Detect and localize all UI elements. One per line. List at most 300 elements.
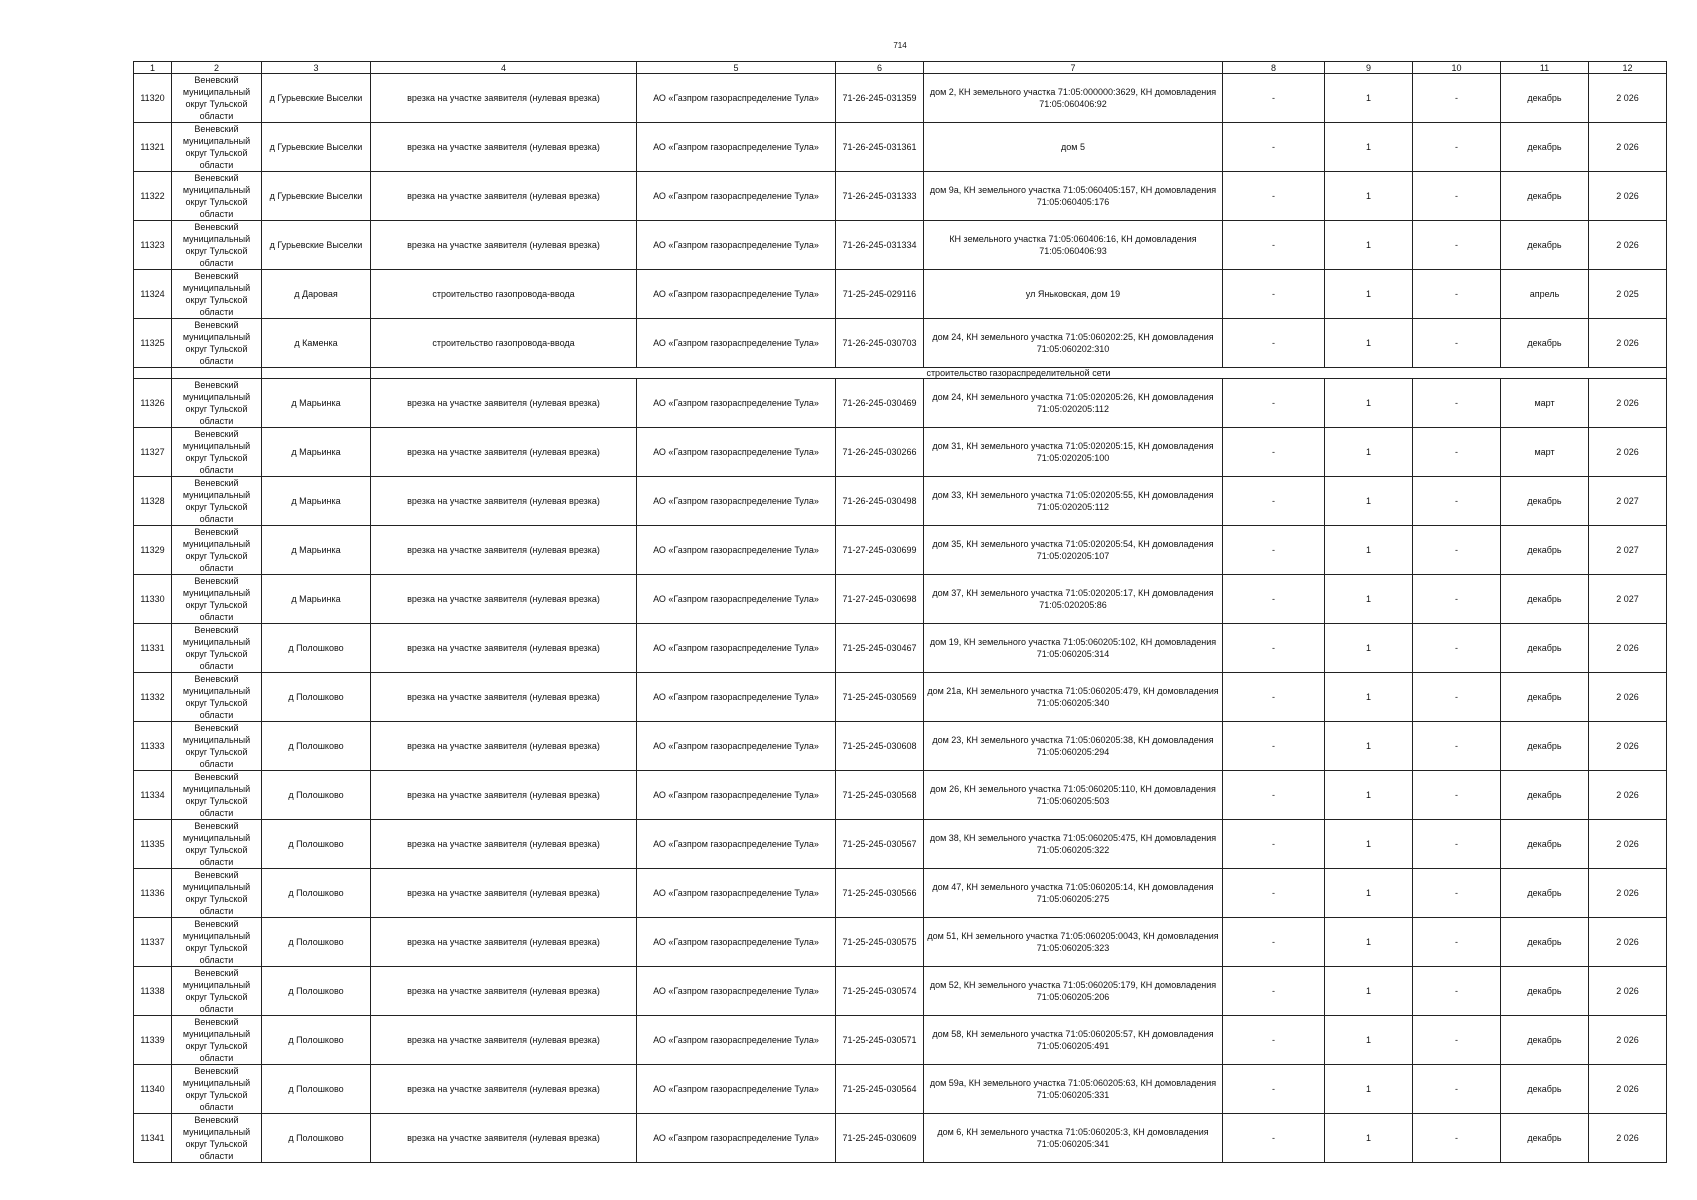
district-cell: Веневский муниципальный округ Тульской области — [172, 771, 262, 820]
address-cell: дом 47, КН земельного участка 71:05:060205:14, КН домовладения 71:05:060205:275 — [924, 869, 1223, 918]
address-cell: дом 24, КН земельного участка 71:05:060202:25, КН домовладения 71:05:060202:310 — [924, 319, 1223, 368]
locality-cell: д Полошково — [262, 722, 371, 771]
column-header-9: 9 — [1325, 62, 1413, 74]
section-empty-cell — [172, 368, 262, 379]
table-row — [134, 1114, 1667, 1163]
header-row — [134, 62, 1667, 74]
code-cell: 71-25-245-030608 — [836, 722, 924, 771]
district-cell: Веневский муниципальный округ Тульской области — [172, 526, 262, 575]
district-cell: Веневский муниципальный округ Тульской области — [172, 319, 262, 368]
organization-cell: АО «Газпром газораспределение Тула» — [637, 221, 836, 270]
column-9-cell: 1 — [1325, 477, 1413, 526]
month-cell: декабрь — [1501, 771, 1589, 820]
month-cell: декабрь — [1501, 1065, 1589, 1114]
column-10-cell: - — [1413, 477, 1501, 526]
organization-cell: АО «Газпром газораспределение Тула» — [637, 869, 836, 918]
column-10-cell: - — [1413, 1065, 1501, 1114]
column-9-cell: 1 — [1325, 123, 1413, 172]
year-cell: 2 026 — [1589, 869, 1667, 918]
column-8-cell: - — [1223, 624, 1325, 673]
district-cell: Веневский муниципальный округ Тульской области — [172, 1016, 262, 1065]
district-cell: Веневский муниципальный округ Тульской области — [172, 722, 262, 771]
row-number-cell: 11323 — [134, 221, 172, 270]
locality-cell: д Марьинка — [262, 575, 371, 624]
organization-cell: АО «Газпром газораспределение Тула» — [637, 319, 836, 368]
year-cell: 2 026 — [1589, 673, 1667, 722]
row-number-cell: 11327 — [134, 428, 172, 477]
column-9-cell: 1 — [1325, 624, 1413, 673]
table-row — [134, 1065, 1667, 1114]
month-cell: март — [1501, 379, 1589, 428]
column-9-cell: 1 — [1325, 1016, 1413, 1065]
column-8-cell: - — [1223, 967, 1325, 1016]
table-row — [134, 722, 1667, 771]
row-number-cell: 11326 — [134, 379, 172, 428]
month-cell: декабрь — [1501, 624, 1589, 673]
address-cell: дом 24, КН земельного участка 71:05:020205:26, КН домовладения 71:05:020205:112 — [924, 379, 1223, 428]
column-10-cell: - — [1413, 74, 1501, 123]
column-header-5: 5 — [637, 62, 836, 74]
column-header-2: 2 — [172, 62, 262, 74]
year-cell: 2 027 — [1589, 575, 1667, 624]
column-10-cell: - — [1413, 319, 1501, 368]
row-number-cell: 11335 — [134, 820, 172, 869]
locality-cell: д Полошково — [262, 967, 371, 1016]
column-8-cell: - — [1223, 319, 1325, 368]
table-body-top — [134, 74, 1667, 368]
table-row — [134, 477, 1667, 526]
work-type-cell: врезка на участке заявителя (нулевая врезка) — [371, 477, 637, 526]
column-10-cell: - — [1413, 918, 1501, 967]
code-cell: 71-26-245-031333 — [836, 172, 924, 221]
work-type-cell: врезка на участке заявителя (нулевая врезка) — [371, 1016, 637, 1065]
year-cell: 2 026 — [1589, 221, 1667, 270]
column-header-6: 6 — [836, 62, 924, 74]
address-cell: дом 51, КН земельного участка 71:05:060205:0043, КН домовладения 71:05:060205:323 — [924, 918, 1223, 967]
row-number-cell: 11321 — [134, 123, 172, 172]
column-9-cell: 1 — [1325, 1114, 1413, 1163]
district-cell: Веневский муниципальный округ Тульской области — [172, 1114, 262, 1163]
table-row — [134, 673, 1667, 722]
year-cell: 2 026 — [1589, 918, 1667, 967]
column-10-cell: - — [1413, 123, 1501, 172]
column-8-cell: - — [1223, 771, 1325, 820]
code-cell: 71-25-245-030575 — [836, 918, 924, 967]
year-cell: 2 026 — [1589, 1114, 1667, 1163]
column-10-cell: - — [1413, 869, 1501, 918]
work-type-cell: врезка на участке заявителя (нулевая врезка) — [371, 379, 637, 428]
table-row — [134, 869, 1667, 918]
table-row — [134, 771, 1667, 820]
work-type-cell: строительство газопровода-ввода — [371, 319, 637, 368]
locality-cell: д Полошково — [262, 1016, 371, 1065]
work-type-cell: врезка на участке заявителя (нулевая врезка) — [371, 771, 637, 820]
locality-cell: д Полошково — [262, 1114, 371, 1163]
locality-cell: д Полошково — [262, 771, 371, 820]
row-number-cell: 11332 — [134, 673, 172, 722]
district-cell: Веневский муниципальный округ Тульской области — [172, 379, 262, 428]
organization-cell: АО «Газпром газораспределение Тула» — [637, 1065, 836, 1114]
locality-cell: д Полошково — [262, 673, 371, 722]
locality-cell: д Полошково — [262, 869, 371, 918]
month-cell: декабрь — [1501, 673, 1589, 722]
row-number-cell: 11324 — [134, 270, 172, 319]
organization-cell: АО «Газпром газораспределение Тула» — [637, 673, 836, 722]
column-10-cell: - — [1413, 270, 1501, 319]
address-cell: дом 58, КН земельного участка 71:05:060205:57, КН домовладения 71:05:060205:491 — [924, 1016, 1223, 1065]
data-table — [133, 61, 1667, 1163]
column-8-cell: - — [1223, 74, 1325, 123]
address-cell: дом 26, КН земельного участка 71:05:060205:110, КН домовладения 71:05:060205:503 — [924, 771, 1223, 820]
column-8-cell: - — [1223, 869, 1325, 918]
column-9-cell: 1 — [1325, 918, 1413, 967]
column-9-cell: 1 — [1325, 319, 1413, 368]
row-number-cell: 11336 — [134, 869, 172, 918]
row-number-cell: 11334 — [134, 771, 172, 820]
table-row — [134, 172, 1667, 221]
code-cell: 71-25-245-030569 — [836, 673, 924, 722]
year-cell: 2 025 — [1589, 270, 1667, 319]
work-type-cell: врезка на участке заявителя (нулевая врезка) — [371, 74, 637, 123]
district-cell: Веневский муниципальный округ Тульской области — [172, 74, 262, 123]
district-cell: Веневский муниципальный округ Тульской области — [172, 869, 262, 918]
column-8-cell: - — [1223, 820, 1325, 869]
address-cell: дом 38, КН земельного участка 71:05:060205:475, КН домовладения 71:05:060205:322 — [924, 820, 1223, 869]
organization-cell: АО «Газпром газораспределение Тула» — [637, 967, 836, 1016]
district-cell: Веневский муниципальный округ Тульской области — [172, 172, 262, 221]
column-8-cell: - — [1223, 1065, 1325, 1114]
year-cell: 2 026 — [1589, 428, 1667, 477]
address-cell: дом 19, КН земельного участка 71:05:060205:102, КН домовладения 71:05:060205:314 — [924, 624, 1223, 673]
work-type-cell: врезка на участке заявителя (нулевая врезка) — [371, 575, 637, 624]
address-cell: КН земельного участка 71:05:060406:16, КН домовладения 71:05:060406:93 — [924, 221, 1223, 270]
address-cell: дом 5 — [924, 123, 1223, 172]
column-header-8: 8 — [1223, 62, 1325, 74]
month-cell: декабрь — [1501, 820, 1589, 869]
column-9-cell: 1 — [1325, 869, 1413, 918]
work-type-cell: врезка на участке заявителя (нулевая врезка) — [371, 624, 637, 673]
column-10-cell: - — [1413, 428, 1501, 477]
month-cell: декабрь — [1501, 221, 1589, 270]
code-cell: 71-25-245-030567 — [836, 820, 924, 869]
code-cell: 71-25-245-030574 — [836, 967, 924, 1016]
month-cell: декабрь — [1501, 526, 1589, 575]
section-empty-cell — [134, 368, 172, 379]
month-cell: декабрь — [1501, 1114, 1589, 1163]
work-type-cell: врезка на участке заявителя (нулевая врезка) — [371, 967, 637, 1016]
work-type-cell: врезка на участке заявителя (нулевая врезка) — [371, 1065, 637, 1114]
month-cell: декабрь — [1501, 123, 1589, 172]
table-row — [134, 820, 1667, 869]
work-type-cell: врезка на участке заявителя (нулевая врезка) — [371, 123, 637, 172]
organization-cell: АО «Газпром газораспределение Тула» — [637, 172, 836, 221]
code-cell: 71-26-245-031334 — [836, 221, 924, 270]
work-type-cell: врезка на участке заявителя (нулевая врезка) — [371, 673, 637, 722]
locality-cell: д Гурьевские Выселки — [262, 123, 371, 172]
district-cell: Веневский муниципальный округ Тульской области — [172, 673, 262, 722]
month-cell: декабрь — [1501, 722, 1589, 771]
column-header-10: 10 — [1413, 62, 1501, 74]
column-9-cell: 1 — [1325, 221, 1413, 270]
column-8-cell: - — [1223, 123, 1325, 172]
column-9-cell: 1 — [1325, 673, 1413, 722]
column-9-cell: 1 — [1325, 379, 1413, 428]
locality-cell: д Гурьевские Выселки — [262, 221, 371, 270]
work-type-cell: врезка на участке заявителя (нулевая врезка) — [371, 526, 637, 575]
row-number-cell: 11340 — [134, 1065, 172, 1114]
column-9-cell: 1 — [1325, 172, 1413, 221]
column-8-cell: - — [1223, 379, 1325, 428]
work-type-cell: врезка на участке заявителя (нулевая врезка) — [371, 428, 637, 477]
year-cell: 2 026 — [1589, 624, 1667, 673]
address-cell: дом 21а, КН земельного участка 71:05:060205:479, КН домовладения 71:05:060205:340 — [924, 673, 1223, 722]
month-cell: декабрь — [1501, 918, 1589, 967]
organization-cell: АО «Газпром газораспределение Тула» — [637, 74, 836, 123]
row-number-cell: 11330 — [134, 575, 172, 624]
year-cell: 2 026 — [1589, 379, 1667, 428]
organization-cell: АО «Газпром газораспределение Тула» — [637, 526, 836, 575]
code-cell: 71-25-245-030568 — [836, 771, 924, 820]
table-row — [134, 379, 1667, 428]
year-cell: 2 026 — [1589, 771, 1667, 820]
row-number-cell: 11320 — [134, 74, 172, 123]
table-row — [134, 123, 1667, 172]
code-cell: 71-27-245-030698 — [836, 575, 924, 624]
code-cell: 71-25-245-030564 — [836, 1065, 924, 1114]
work-type-cell: врезка на участке заявителя (нулевая врезка) — [371, 1114, 637, 1163]
locality-cell: д Гурьевские Выселки — [262, 74, 371, 123]
column-8-cell: - — [1223, 221, 1325, 270]
work-type-cell: врезка на участке заявителя (нулевая врезка) — [371, 869, 637, 918]
column-8-cell: - — [1223, 526, 1325, 575]
code-cell: 71-26-245-031359 — [836, 74, 924, 123]
column-header-12: 12 — [1589, 62, 1667, 74]
organization-cell: АО «Газпром газораспределение Тула» — [637, 123, 836, 172]
organization-cell: АО «Газпром газораспределение Тула» — [637, 1114, 836, 1163]
column-9-cell: 1 — [1325, 428, 1413, 477]
code-cell: 71-26-245-030266 — [836, 428, 924, 477]
table-row — [134, 270, 1667, 319]
locality-cell: д Марьинка — [262, 428, 371, 477]
district-cell: Веневский муниципальный округ Тульской области — [172, 221, 262, 270]
district-cell: Веневский муниципальный округ Тульской области — [172, 967, 262, 1016]
year-cell: 2 026 — [1589, 1065, 1667, 1114]
address-cell: дом 37, КН земельного участка 71:05:020205:17, КН домовладения 71:05:020205:86 — [924, 575, 1223, 624]
district-cell: Веневский муниципальный округ Тульской области — [172, 477, 262, 526]
column-header-11: 11 — [1501, 62, 1589, 74]
column-header-7: 7 — [924, 62, 1223, 74]
work-type-cell: врезка на участке заявителя (нулевая врезка) — [371, 172, 637, 221]
address-cell: ул Яньковская, дом 19 — [924, 270, 1223, 319]
district-cell: Веневский муниципальный округ Тульской области — [172, 123, 262, 172]
district-cell: Веневский муниципальный округ Тульской области — [172, 270, 262, 319]
month-cell: декабрь — [1501, 575, 1589, 624]
year-cell: 2 026 — [1589, 722, 1667, 771]
row-number-cell: 11322 — [134, 172, 172, 221]
code-cell: 71-26-245-030498 — [836, 477, 924, 526]
work-type-cell: строительство газопровода-ввода — [371, 270, 637, 319]
table-body-bottom — [134, 379, 1667, 1163]
address-cell: дом 31, КН земельного участка 71:05:020205:15, КН домовладения 71:05:020205:100 — [924, 428, 1223, 477]
column-9-cell: 1 — [1325, 575, 1413, 624]
column-10-cell: - — [1413, 172, 1501, 221]
organization-cell: АО «Газпром газораспределение Тула» — [637, 722, 836, 771]
table-row — [134, 428, 1667, 477]
table-row — [134, 575, 1667, 624]
column-8-cell: - — [1223, 575, 1325, 624]
column-8-cell: - — [1223, 722, 1325, 771]
work-type-cell: врезка на участке заявителя (нулевая врезка) — [371, 820, 637, 869]
column-9-cell: 1 — [1325, 771, 1413, 820]
address-cell: дом 59а, КН земельного участка 71:05:060205:63, КН домовладения 71:05:060205:331 — [924, 1065, 1223, 1114]
month-cell: март — [1501, 428, 1589, 477]
column-8-cell: - — [1223, 1016, 1325, 1065]
table-row — [134, 319, 1667, 368]
district-cell: Веневский муниципальный округ Тульской области — [172, 820, 262, 869]
row-number-cell: 11329 — [134, 526, 172, 575]
address-cell: дом 33, КН земельного участка 71:05:020205:55, КН домовладения 71:05:020205:112 — [924, 477, 1223, 526]
column-9-cell: 1 — [1325, 74, 1413, 123]
district-cell: Веневский муниципальный округ Тульской области — [172, 575, 262, 624]
month-cell: декабрь — [1501, 967, 1589, 1016]
code-cell: 71-25-245-030609 — [836, 1114, 924, 1163]
month-cell: декабрь — [1501, 74, 1589, 123]
column-9-cell: 1 — [1325, 722, 1413, 771]
locality-cell: д Полошково — [262, 918, 371, 967]
locality-cell: д Марьинка — [262, 379, 371, 428]
year-cell: 2 026 — [1589, 172, 1667, 221]
address-cell: дом 52, КН земельного участка 71:05:060205:179, КН домовладения 71:05:060205:206 — [924, 967, 1223, 1016]
code-cell: 71-25-245-030566 — [836, 869, 924, 918]
row-number-cell: 11325 — [134, 319, 172, 368]
column-8-cell: - — [1223, 673, 1325, 722]
column-header-3: 3 — [262, 62, 371, 74]
district-cell: Веневский муниципальный округ Тульской области — [172, 624, 262, 673]
column-10-cell: - — [1413, 575, 1501, 624]
column-8-cell: - — [1223, 270, 1325, 319]
column-10-cell: - — [1413, 526, 1501, 575]
work-type-cell: врезка на участке заявителя (нулевая врезка) — [371, 918, 637, 967]
organization-cell: АО «Газпром газораспределение Тула» — [637, 477, 836, 526]
column-header-4: 4 — [371, 62, 637, 74]
month-cell: декабрь — [1501, 172, 1589, 221]
column-10-cell: - — [1413, 820, 1501, 869]
section-empty-cell — [262, 368, 371, 379]
row-number-cell: 11331 — [134, 624, 172, 673]
column-8-cell: - — [1223, 428, 1325, 477]
organization-cell: АО «Газпром газораспределение Тула» — [637, 771, 836, 820]
district-cell: Веневский муниципальный округ Тульской области — [172, 1065, 262, 1114]
column-10-cell: - — [1413, 1016, 1501, 1065]
address-cell: дом 2, КН земельного участка 71:05:000000:3629, КН домовладения 71:05:060406:92 — [924, 74, 1223, 123]
column-9-cell: 1 — [1325, 526, 1413, 575]
work-type-cell: врезка на участке заявителя (нулевая врезка) — [371, 722, 637, 771]
month-cell: декабрь — [1501, 869, 1589, 918]
column-10-cell: - — [1413, 379, 1501, 428]
page-number: 714 — [893, 41, 907, 50]
table-row — [134, 74, 1667, 123]
year-cell: 2 026 — [1589, 319, 1667, 368]
locality-cell: д Полошково — [262, 624, 371, 673]
section-row — [134, 368, 1667, 379]
column-10-cell: - — [1413, 1114, 1501, 1163]
year-cell: 2 026 — [1589, 1016, 1667, 1065]
year-cell: 2 026 — [1589, 74, 1667, 123]
locality-cell: д Даровая — [262, 270, 371, 319]
code-cell: 71-25-245-030571 — [836, 1016, 924, 1065]
column-8-cell: - — [1223, 477, 1325, 526]
column-10-cell: - — [1413, 722, 1501, 771]
code-cell: 71-25-245-030467 — [836, 624, 924, 673]
locality-cell: д Гурьевские Выселки — [262, 172, 371, 221]
row-number-cell: 11328 — [134, 477, 172, 526]
table-row — [134, 221, 1667, 270]
code-cell: 71-26-245-030703 — [836, 319, 924, 368]
table-row — [134, 1016, 1667, 1065]
column-9-cell: 1 — [1325, 1065, 1413, 1114]
section-label: строительство газораспределительной сети — [371, 368, 1667, 379]
month-cell: декабрь — [1501, 477, 1589, 526]
column-10-cell: - — [1413, 624, 1501, 673]
table-row — [134, 526, 1667, 575]
column-10-cell: - — [1413, 771, 1501, 820]
column-9-cell: 1 — [1325, 270, 1413, 319]
address-cell: дом 6, КН земельного участка 71:05:060205:3, КН домовладения 71:05:060205:341 — [924, 1114, 1223, 1163]
column-10-cell: - — [1413, 673, 1501, 722]
row-number-cell: 11338 — [134, 967, 172, 1016]
organization-cell: АО «Газпром газораспределение Тула» — [637, 379, 836, 428]
locality-cell: д Полошково — [262, 820, 371, 869]
year-cell: 2 026 — [1589, 967, 1667, 1016]
year-cell: 2 027 — [1589, 477, 1667, 526]
row-number-cell: 11337 — [134, 918, 172, 967]
district-cell: Веневский муниципальный округ Тульской области — [172, 428, 262, 477]
locality-cell: д Марьинка — [262, 526, 371, 575]
table-row — [134, 918, 1667, 967]
column-10-cell: - — [1413, 221, 1501, 270]
address-cell: дом 23, КН земельного участка 71:05:060205:38, КН домовладения 71:05:060205:294 — [924, 722, 1223, 771]
organization-cell: АО «Газпром газораспределение Тула» — [637, 624, 836, 673]
locality-cell: д Каменка — [262, 319, 371, 368]
district-cell: Веневский муниципальный округ Тульской области — [172, 918, 262, 967]
organization-cell: АО «Газпром газораспределение Тула» — [637, 428, 836, 477]
column-8-cell: - — [1223, 918, 1325, 967]
column-header-1: 1 — [134, 62, 172, 74]
locality-cell: д Полошково — [262, 1065, 371, 1114]
year-cell: 2 026 — [1589, 123, 1667, 172]
column-9-cell: 1 — [1325, 967, 1413, 1016]
code-cell: 71-27-245-030699 — [836, 526, 924, 575]
work-type-cell: врезка на участке заявителя (нулевая врезка) — [371, 221, 637, 270]
code-cell: 71-26-245-030469 — [836, 379, 924, 428]
month-cell: декабрь — [1501, 319, 1589, 368]
organization-cell: АО «Газпром газораспределение Тула» — [637, 918, 836, 967]
organization-cell: АО «Газпром газораспределение Тула» — [637, 1016, 836, 1065]
code-cell: 71-25-245-029116 — [836, 270, 924, 319]
month-cell: апрель — [1501, 270, 1589, 319]
table-row — [134, 967, 1667, 1016]
table-row — [134, 624, 1667, 673]
column-10-cell: - — [1413, 967, 1501, 1016]
column-8-cell: - — [1223, 172, 1325, 221]
row-number-cell: 11339 — [134, 1016, 172, 1065]
row-number-cell: 11341 — [134, 1114, 172, 1163]
organization-cell: АО «Газпром газораспределение Тула» — [637, 820, 836, 869]
code-cell: 71-26-245-031361 — [836, 123, 924, 172]
column-9-cell: 1 — [1325, 820, 1413, 869]
year-cell: 2 027 — [1589, 526, 1667, 575]
month-cell: декабрь — [1501, 1016, 1589, 1065]
